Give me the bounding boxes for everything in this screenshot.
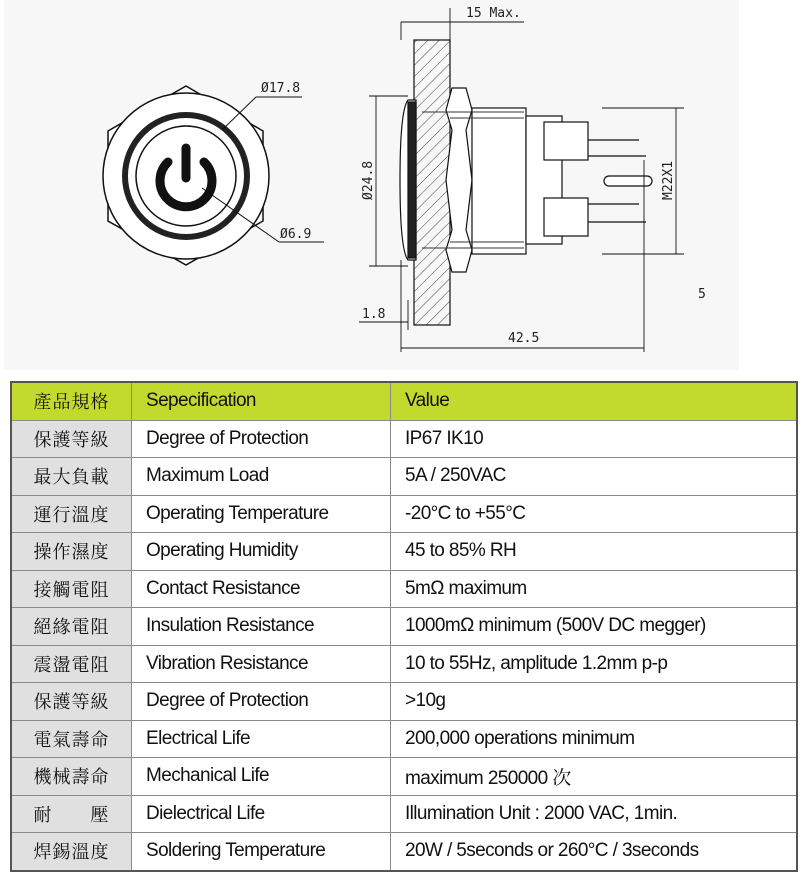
row-zh: 焊錫溫度 xyxy=(11,833,132,871)
row-en: Degree of Protection xyxy=(132,683,391,721)
hex-nut-side xyxy=(446,88,472,272)
contact-block-bottom xyxy=(544,198,588,236)
row-en: Operating Temperature xyxy=(132,495,391,533)
row-value: -20°C to +55°C xyxy=(391,495,798,533)
dim-height-label: Ø24.8 xyxy=(361,160,376,200)
spec-table xyxy=(10,381,798,872)
header-en: Sepecification xyxy=(132,382,391,420)
bezel-dark-edge xyxy=(408,102,416,258)
contact-block-top xyxy=(544,122,588,160)
dim-inner-label: Ø6.9 xyxy=(280,227,312,242)
row-zh: 絕緣電阻 xyxy=(11,608,132,646)
table-row xyxy=(11,758,797,796)
table-row xyxy=(11,833,797,871)
row-en: Dielectrical Life xyxy=(132,795,391,833)
header-zh: 產品規格 xyxy=(11,382,132,420)
row-zh: 操作濕度 xyxy=(11,533,132,571)
row-en: Soldering Temperature xyxy=(132,833,391,871)
table-row xyxy=(11,645,797,683)
row-zh: 電氣壽命 xyxy=(11,720,132,758)
drawing-svg xyxy=(4,0,739,370)
row-en: Degree of Protection xyxy=(132,420,391,458)
row-zh: 震盪電阻 xyxy=(11,645,132,683)
dim-flange-label: 1.8 xyxy=(362,307,386,322)
threaded-body xyxy=(472,108,526,254)
table-row xyxy=(11,720,797,758)
row-value: 200,000 operations minimum xyxy=(391,720,798,758)
technical-drawing xyxy=(4,0,739,370)
row-zh: 耐 壓 xyxy=(11,795,132,833)
row-en: Maximum Load xyxy=(132,458,391,496)
mounting-panel xyxy=(414,40,450,325)
row-zh: 運行溫度 xyxy=(11,495,132,533)
table-row xyxy=(11,683,797,721)
row-value: 45 to 85% RH xyxy=(391,533,798,571)
row-value: 5A / 250VAC xyxy=(391,458,798,496)
table-row xyxy=(11,420,797,458)
dim-length-label: 42.5 xyxy=(508,331,540,346)
table-row xyxy=(11,458,797,496)
table-header-row xyxy=(11,382,797,420)
row-en: Mechanical Life xyxy=(132,758,391,796)
side-view xyxy=(359,6,684,352)
row-value: maximum 250000 次 xyxy=(391,758,798,796)
row-value: >10g xyxy=(391,683,798,721)
table-row xyxy=(11,533,797,571)
row-zh: 保護等級 xyxy=(11,420,132,458)
stray-mark: 5 xyxy=(698,287,706,302)
row-value: 1000mΩ minimum (500V DC megger) xyxy=(391,608,798,646)
row-zh: 最大負載 xyxy=(11,458,132,496)
row-value: Illumination Unit : 2000 VAC, 1min. xyxy=(391,795,798,833)
row-value: 5mΩ maximum xyxy=(391,570,798,608)
row-value: 10 to 55Hz, amplitude 1.2mm p-p xyxy=(391,645,798,683)
row-zh: 接觸電阻 xyxy=(11,570,132,608)
terminal-pins xyxy=(588,140,652,222)
dim-top-label: 15 Max. xyxy=(466,6,521,21)
row-zh: 保護等級 xyxy=(11,683,132,721)
row-value: IP67 IK10 xyxy=(391,420,798,458)
dim-thread-label: M22X1 xyxy=(661,160,676,200)
row-en: Vibration Resistance xyxy=(132,645,391,683)
table-row xyxy=(11,570,797,608)
dim-outer-label: Ø17.8 xyxy=(261,81,301,96)
header-value: Value xyxy=(391,382,798,420)
table-row xyxy=(11,495,797,533)
row-value: 20W / 5seconds or 260°C / 3seconds xyxy=(391,833,798,871)
row-en: Contact Resistance xyxy=(132,570,391,608)
row-zh: 機械壽命 xyxy=(11,758,132,796)
table-row xyxy=(11,795,797,833)
row-en: Operating Humidity xyxy=(132,533,391,571)
front-view xyxy=(103,81,324,265)
row-en: Insulation Resistance xyxy=(132,608,391,646)
table-row xyxy=(11,608,797,646)
row-en: Electrical Life xyxy=(132,720,391,758)
